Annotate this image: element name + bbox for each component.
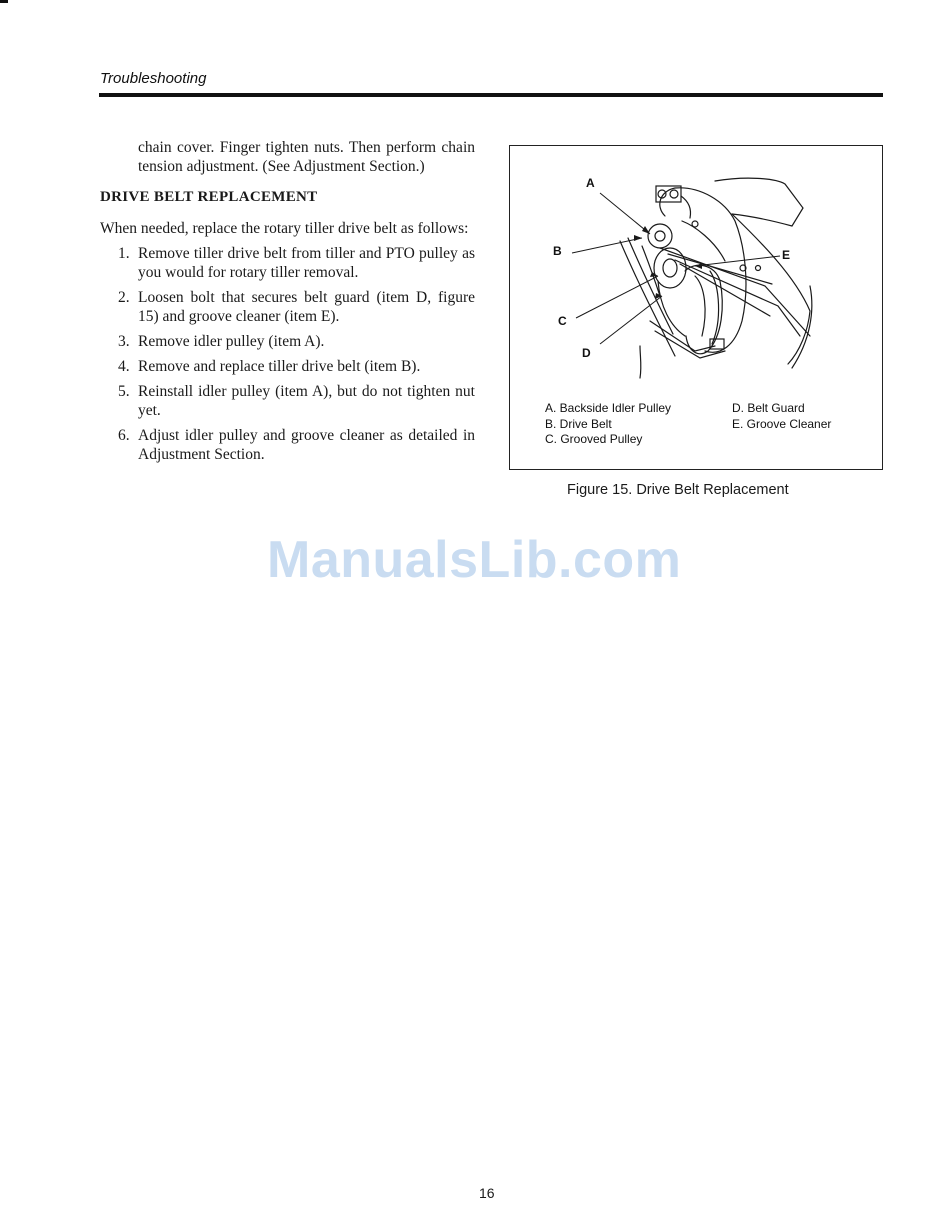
callout-d: D [582, 346, 591, 360]
step-item [100, 357, 475, 376]
step-item [100, 332, 475, 351]
step-text: Adjust idler pulley and groove cleaner as detailed in Adjustment Section. [138, 427, 475, 463]
page-number: 16 [479, 1185, 495, 1201]
legend-item-a: A. Backside Idler Pulley [545, 401, 672, 415]
step-item [100, 244, 475, 282]
legend-item-d: D. Belt Guard [732, 401, 805, 415]
legend-item-c: C. Grooved Pulley [545, 432, 643, 446]
step-text: Remove idler pulley (item A). [138, 333, 325, 350]
figure-legend-left [545, 401, 671, 448]
legend-item-e: E. Groove Cleaner [732, 416, 832, 431]
callout-e: E [782, 248, 791, 262]
header-rule [99, 93, 883, 97]
continuation-paragraph: chain cover. Finger tighten nuts. Then perform chain tension adjustment. (See Adjustment Section.) [138, 139, 475, 175]
scan-edge-mark [0, 0, 8, 3]
step-number: 5. [118, 383, 130, 400]
section-heading: DRIVE BELT REPLACEMENT [100, 189, 318, 205]
text-column [100, 138, 475, 470]
section-header-title: Troubleshooting [100, 70, 207, 87]
step-number: 1. [118, 245, 130, 262]
figure-legend-right [732, 401, 831, 432]
callout-c: C [558, 314, 567, 328]
step-number: 6. [118, 427, 130, 444]
intro-paragraph: When needed, replace the rotary tiller drive belt as follows: [100, 220, 469, 237]
step-number: 2. [118, 289, 130, 306]
figure-caption: Figure 15. Drive Belt Replacement [567, 482, 789, 498]
callout-a: A [586, 176, 595, 190]
step-text: Remove and replace tiller drive belt (item B). [138, 358, 421, 375]
legend-item-b: B. Drive Belt [545, 416, 612, 431]
step-item [100, 426, 475, 464]
step-item [100, 288, 475, 326]
figure-15-box [509, 145, 883, 470]
step-number: 4. [118, 358, 130, 375]
step-text: Reinstall idler pulley (item A), but do not tighten nut yet. [138, 383, 475, 419]
steps-list [100, 244, 475, 464]
step-number: 3. [118, 333, 130, 350]
step-text: Loosen bolt that secures belt guard (item D, figure 15) and groove cleaner (item E). [138, 289, 475, 325]
step-text: Remove tiller drive belt from tiller and PTO pulley as you would for rotary tiller removal. [138, 245, 475, 281]
watermark-text: ManualsLib.com [267, 531, 682, 589]
step-item [100, 382, 475, 420]
callout-b: B [553, 244, 562, 258]
